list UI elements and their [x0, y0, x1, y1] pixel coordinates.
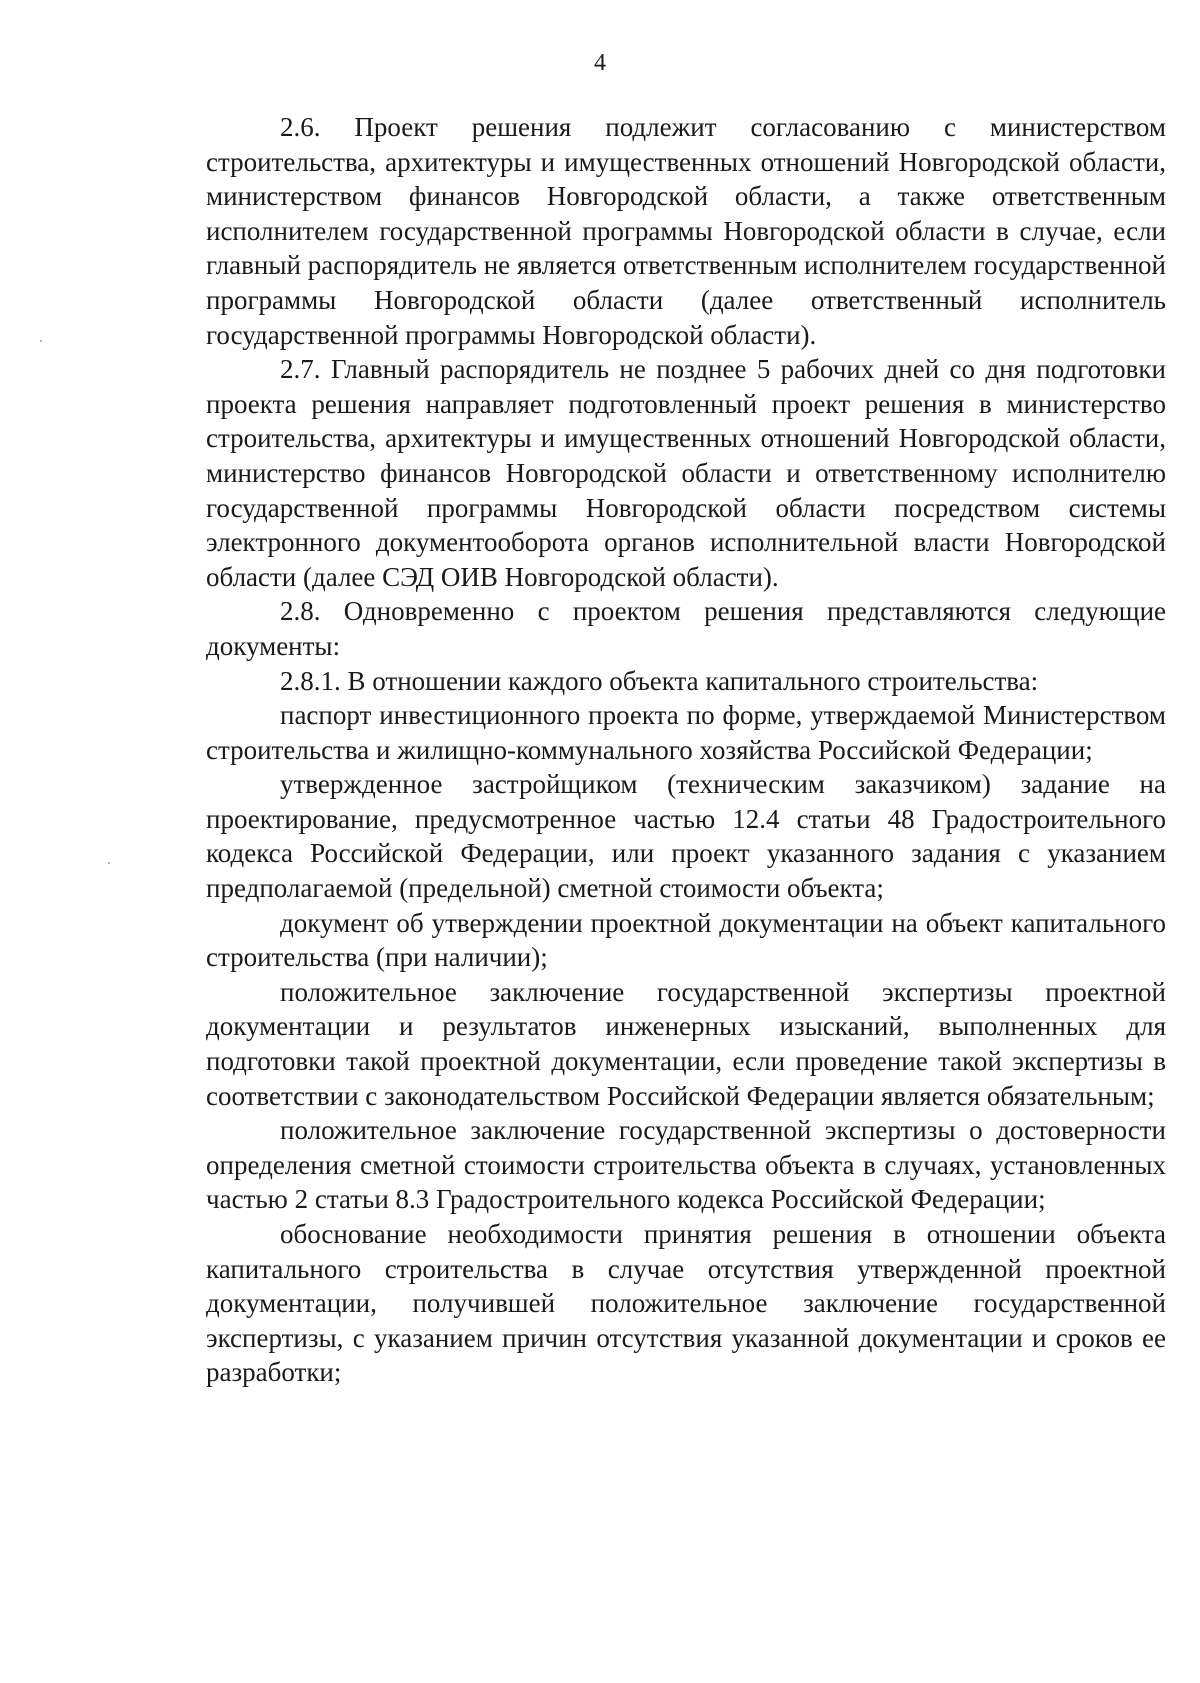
- paragraph-2-6: 2.6. Проект решения подлежит согласованию с министерством строительства, архитектуры и имущественных отношений Новгородской области, министерством финансов Новгородской области, а также ответственным исполнителем государственной программы Новгородской области в случае, если главный распорядитель не является ответственным исполнителем государственной программы Новгородской области (далее ответственный исполнитель государственной программы Новгородской области).: [206, 112, 1166, 350]
- scan-speck: [108, 862, 110, 864]
- list-item-design-assignment: утвержденное застройщиком (техническим заказчиком) задание на проектирование, предусмотренное частью 12.4 статьи 48 Градостроительного кодекса Российской Федерации, или проект указанного задания с указанием предполагаемой (предельной) сметной стоимости объекта;: [206, 769, 1166, 904]
- list-item-cost-expertise: положительное заключение государственной экспертизы о достоверности определения сметной стоимости строительства объекта в случаях, установленных частью 2 статьи 8.3 Градостроительного кодекса Российской Федерации;: [206, 1115, 1166, 1215]
- list-item-justification: обоснование необходимости принятия решения в отношении объекта капитального строительства в случае отсутствия утвержденной проектной документации, получившей положительное заключение государственной экспертизы, с указанием причин отсутствия указанной документации и сроков ее разработки;: [206, 1219, 1166, 1388]
- list-item-investment-passport: паспорт инвестиционного проекта по форме, утверждаемой Министерством строительства и жилищно-коммунального хозяйства Российской Федерации;: [206, 700, 1166, 765]
- list-item-design-approval: документ об утверждении проектной документации на объект капитального строительства (при наличии);: [206, 907, 1166, 973]
- list-item-state-expertise: положительное заключение государственной экспертизы проектной документации и результатов инженерных изысканий, выполненных для подготовки такой проектной документации, если проведение такой экспертизы в соответствии с законодательством Российской Федерации является обязательным;: [206, 976, 1166, 1111]
- paragraph-2-7: 2.7. Главный распорядитель не позднее 5 рабочих дней со дня подготовки проекта решения направляет подготовленный проект решения в министерство строительства, архитектуры и имущественных отношений Новгородской области, министерство финансов Новгородской области и ответственному исполнителю государственной программы Новгородской области посредством системы электронного документооборота органов исполнительной власти Новгородской области (далее СЭД ОИВ Новгородской области).: [206, 354, 1166, 592]
- paragraph-2-8: 2.8. Одновременно с проектом решения представляются следующие документы:: [206, 596, 1166, 661]
- document-body: [206, 110, 1166, 1390]
- page-number: 4: [594, 50, 606, 76]
- scan-speck: [40, 340, 42, 342]
- paragraph-2-8-1: 2.8.1. В отношении каждого объекта капитального строительства:: [280, 665, 1039, 696]
